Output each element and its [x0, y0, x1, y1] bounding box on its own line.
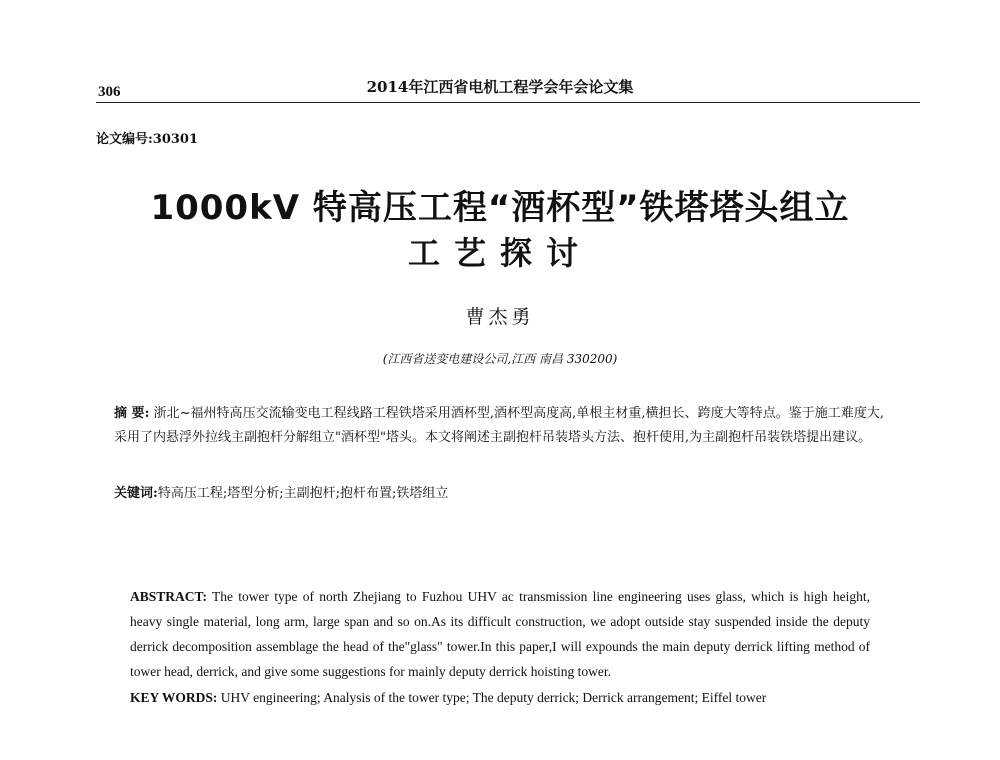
- abstract-chinese-text: 浙北~福州特高压交流输变电工程线路工程铁塔采用酒杯型,酒杯型高度高,单根主材重,横担长、跨度大等特点。鉴于施工难度大,采用了内悬浮外拉线主副抱杆分解组立"酒杯型"塔头。本文将阐述主副抱杆吊装塔头方法、抱杆使用,为主副抱杆吊装铁塔提出建议。: [114, 406, 884, 445]
- author-name: 曹杰勇: [465, 306, 535, 328]
- paper-title-line-2: 工艺探讨: [407, 234, 592, 272]
- abstract-chinese: [114, 402, 884, 450]
- abstract-english-label: ABSTRACT:: [130, 589, 208, 604]
- abstract-english: [130, 584, 870, 684]
- keywords-english-label: KEY WORDS:: [130, 690, 218, 705]
- keywords-chinese-text: 特高压工程;塔型分析;主副抱杆;抱杆布置;铁塔组立: [157, 486, 449, 501]
- author-affiliation: (江西省送变电建设公司,江西 南昌 330200): [382, 352, 618, 366]
- keywords-chinese-label: 关键词:: [114, 486, 158, 501]
- keywords-english-text: UHV engineering; Analysis of the tower type; The deputy derrick; Derrick arrangement; Eiffel tower: [220, 690, 767, 705]
- header-rule: [96, 102, 920, 103]
- abstract-chinese-label: 摘 要:: [114, 406, 150, 421]
- keywords-english: [130, 690, 870, 706]
- page-number: 306: [98, 84, 121, 100]
- running-header: 2014年江西省电机工程学会年会论文集: [366, 78, 634, 96]
- abstract-english-text: The tower type of north Zhejiang to Fuzhou UHV ac transmission line engineering uses glass, which is high height, heavy single material, long arm, large span and so on.As its difficult construction, we adopt outside stay suspended inside the deputy derrick decomposition assemblage the head of the"glass" tower.In this paper,I will expounds the main deputy derrick lifting method of tower head, derrick, and give some suggestions for mainly deputy derrick hoisting tower.: [130, 589, 870, 679]
- paper-number: 论文编号:30301: [96, 132, 199, 147]
- keywords-chinese: [114, 484, 884, 504]
- paper-title-line-1: 1000kV 特高压工程“酒杯型”铁塔塔头组立: [150, 188, 850, 228]
